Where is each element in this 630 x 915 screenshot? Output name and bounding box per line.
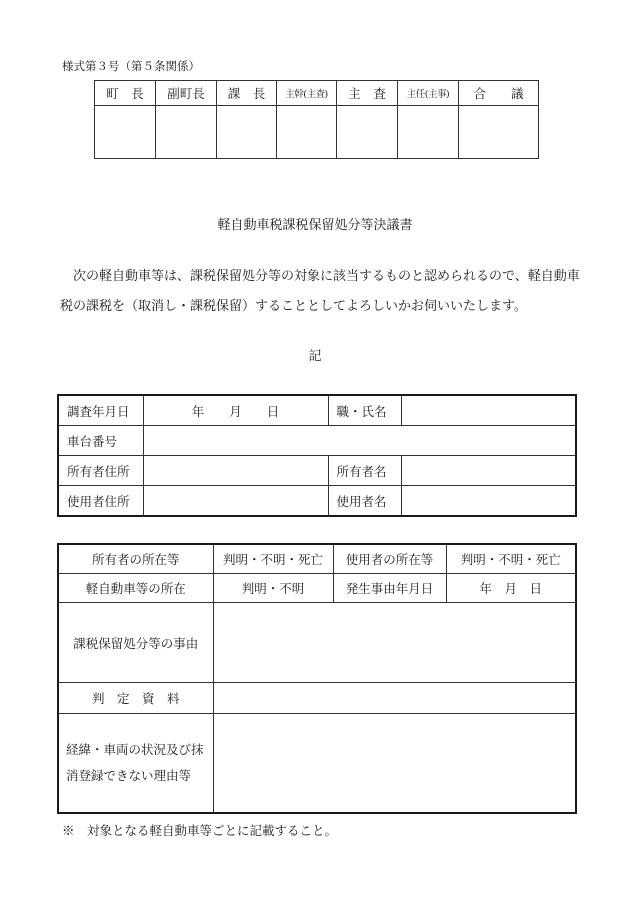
reason-label: 課税保留処分等の事由 xyxy=(58,603,213,683)
footnote: ※ 対象となる軽自動車等ごとに記載すること。 xyxy=(62,823,338,838)
disposition-table xyxy=(57,543,577,814)
survey-date-field[interactable]: 年 月 日 xyxy=(143,395,328,426)
judgement-material-field[interactable] xyxy=(213,683,576,714)
approval-header-section-chief: 課 長 xyxy=(217,81,277,106)
reason-field[interactable] xyxy=(213,603,576,683)
owner-name-label: 所有者名 xyxy=(328,456,401,486)
chassis-number-label: 車台番号 xyxy=(58,426,143,456)
stamp-cell-deputy-mayor[interactable] xyxy=(156,106,217,159)
vehicle-location-options[interactable]: 判明・不明 xyxy=(213,574,333,603)
approval-header-chief-officer: 主幹(主査) xyxy=(277,81,337,106)
owner-address-label: 所有者住所 xyxy=(58,456,143,486)
user-whereabouts-label: 使用者の所在等 xyxy=(333,544,446,574)
user-address-field[interactable] xyxy=(143,486,328,517)
circumstances-label-line2: 消登録できない理由等 xyxy=(66,768,192,783)
survey-date-label: 調査年月日 xyxy=(58,395,143,426)
stamp-cell-section-chief[interactable] xyxy=(217,106,277,159)
owner-name-field[interactable] xyxy=(401,456,576,486)
vehicle-info-table xyxy=(57,394,577,517)
approval-header-inspector: 主 査 xyxy=(337,81,398,106)
approval-header-mayor: 町 長 xyxy=(95,81,156,106)
vehicle-location-label: 軽自動車等の所在 xyxy=(58,574,213,603)
document-title: 軽自動車税課税保留処分等決議書 xyxy=(217,218,413,233)
ki-heading: 記 xyxy=(308,349,322,364)
stamp-cell-chief-officer[interactable] xyxy=(277,106,337,159)
circumstances-label-line1: 経緯・車両の状況及び抹 xyxy=(66,742,204,757)
circumstances-label xyxy=(58,714,213,814)
user-name-label: 使用者名 xyxy=(328,486,401,517)
owner-whereabouts-options[interactable]: 判明・不明・死亡 xyxy=(213,544,333,574)
chassis-number-field[interactable] xyxy=(143,426,576,456)
staff-name-field[interactable] xyxy=(401,395,576,426)
user-whereabouts-options[interactable]: 判明・不明・死亡 xyxy=(446,544,576,574)
stamp-cell-staff[interactable] xyxy=(398,106,459,159)
user-address-label: 使用者住所 xyxy=(58,486,143,517)
stamp-cell-mayor[interactable] xyxy=(95,106,156,159)
circumstances-field[interactable] xyxy=(213,714,576,814)
owner-address-field[interactable] xyxy=(143,456,328,486)
stamp-cell-consultation[interactable] xyxy=(459,106,539,159)
stamp-cell-inspector[interactable] xyxy=(337,106,398,159)
form-number: 様式第３号（第５条関係） xyxy=(62,59,200,73)
owner-whereabouts-label: 所有者の所在等 xyxy=(58,544,213,574)
user-name-field[interactable] xyxy=(401,486,576,517)
approval-header-deputy-mayor: 副町長 xyxy=(156,81,217,106)
staff-name-label: 職・氏名 xyxy=(328,395,401,426)
approval-header-staff: 主任(主事) xyxy=(398,81,459,106)
request-text: 次の軽自動車等は、課税保留処分等の対象に該当するものと認められるので、軽自動車税の課税を（取消し・課税保留）することとしてよろしいかお伺いいたします。 xyxy=(60,269,580,314)
approval-stamp-grid xyxy=(94,80,539,159)
occurrence-date-label: 発生事由年月日 xyxy=(333,574,446,603)
judgement-material-label: 判 定 資 料 xyxy=(58,683,213,714)
occurrence-date-field[interactable]: 年 月 日 xyxy=(446,574,576,603)
approval-header-consultation: 合 議 xyxy=(459,81,539,106)
